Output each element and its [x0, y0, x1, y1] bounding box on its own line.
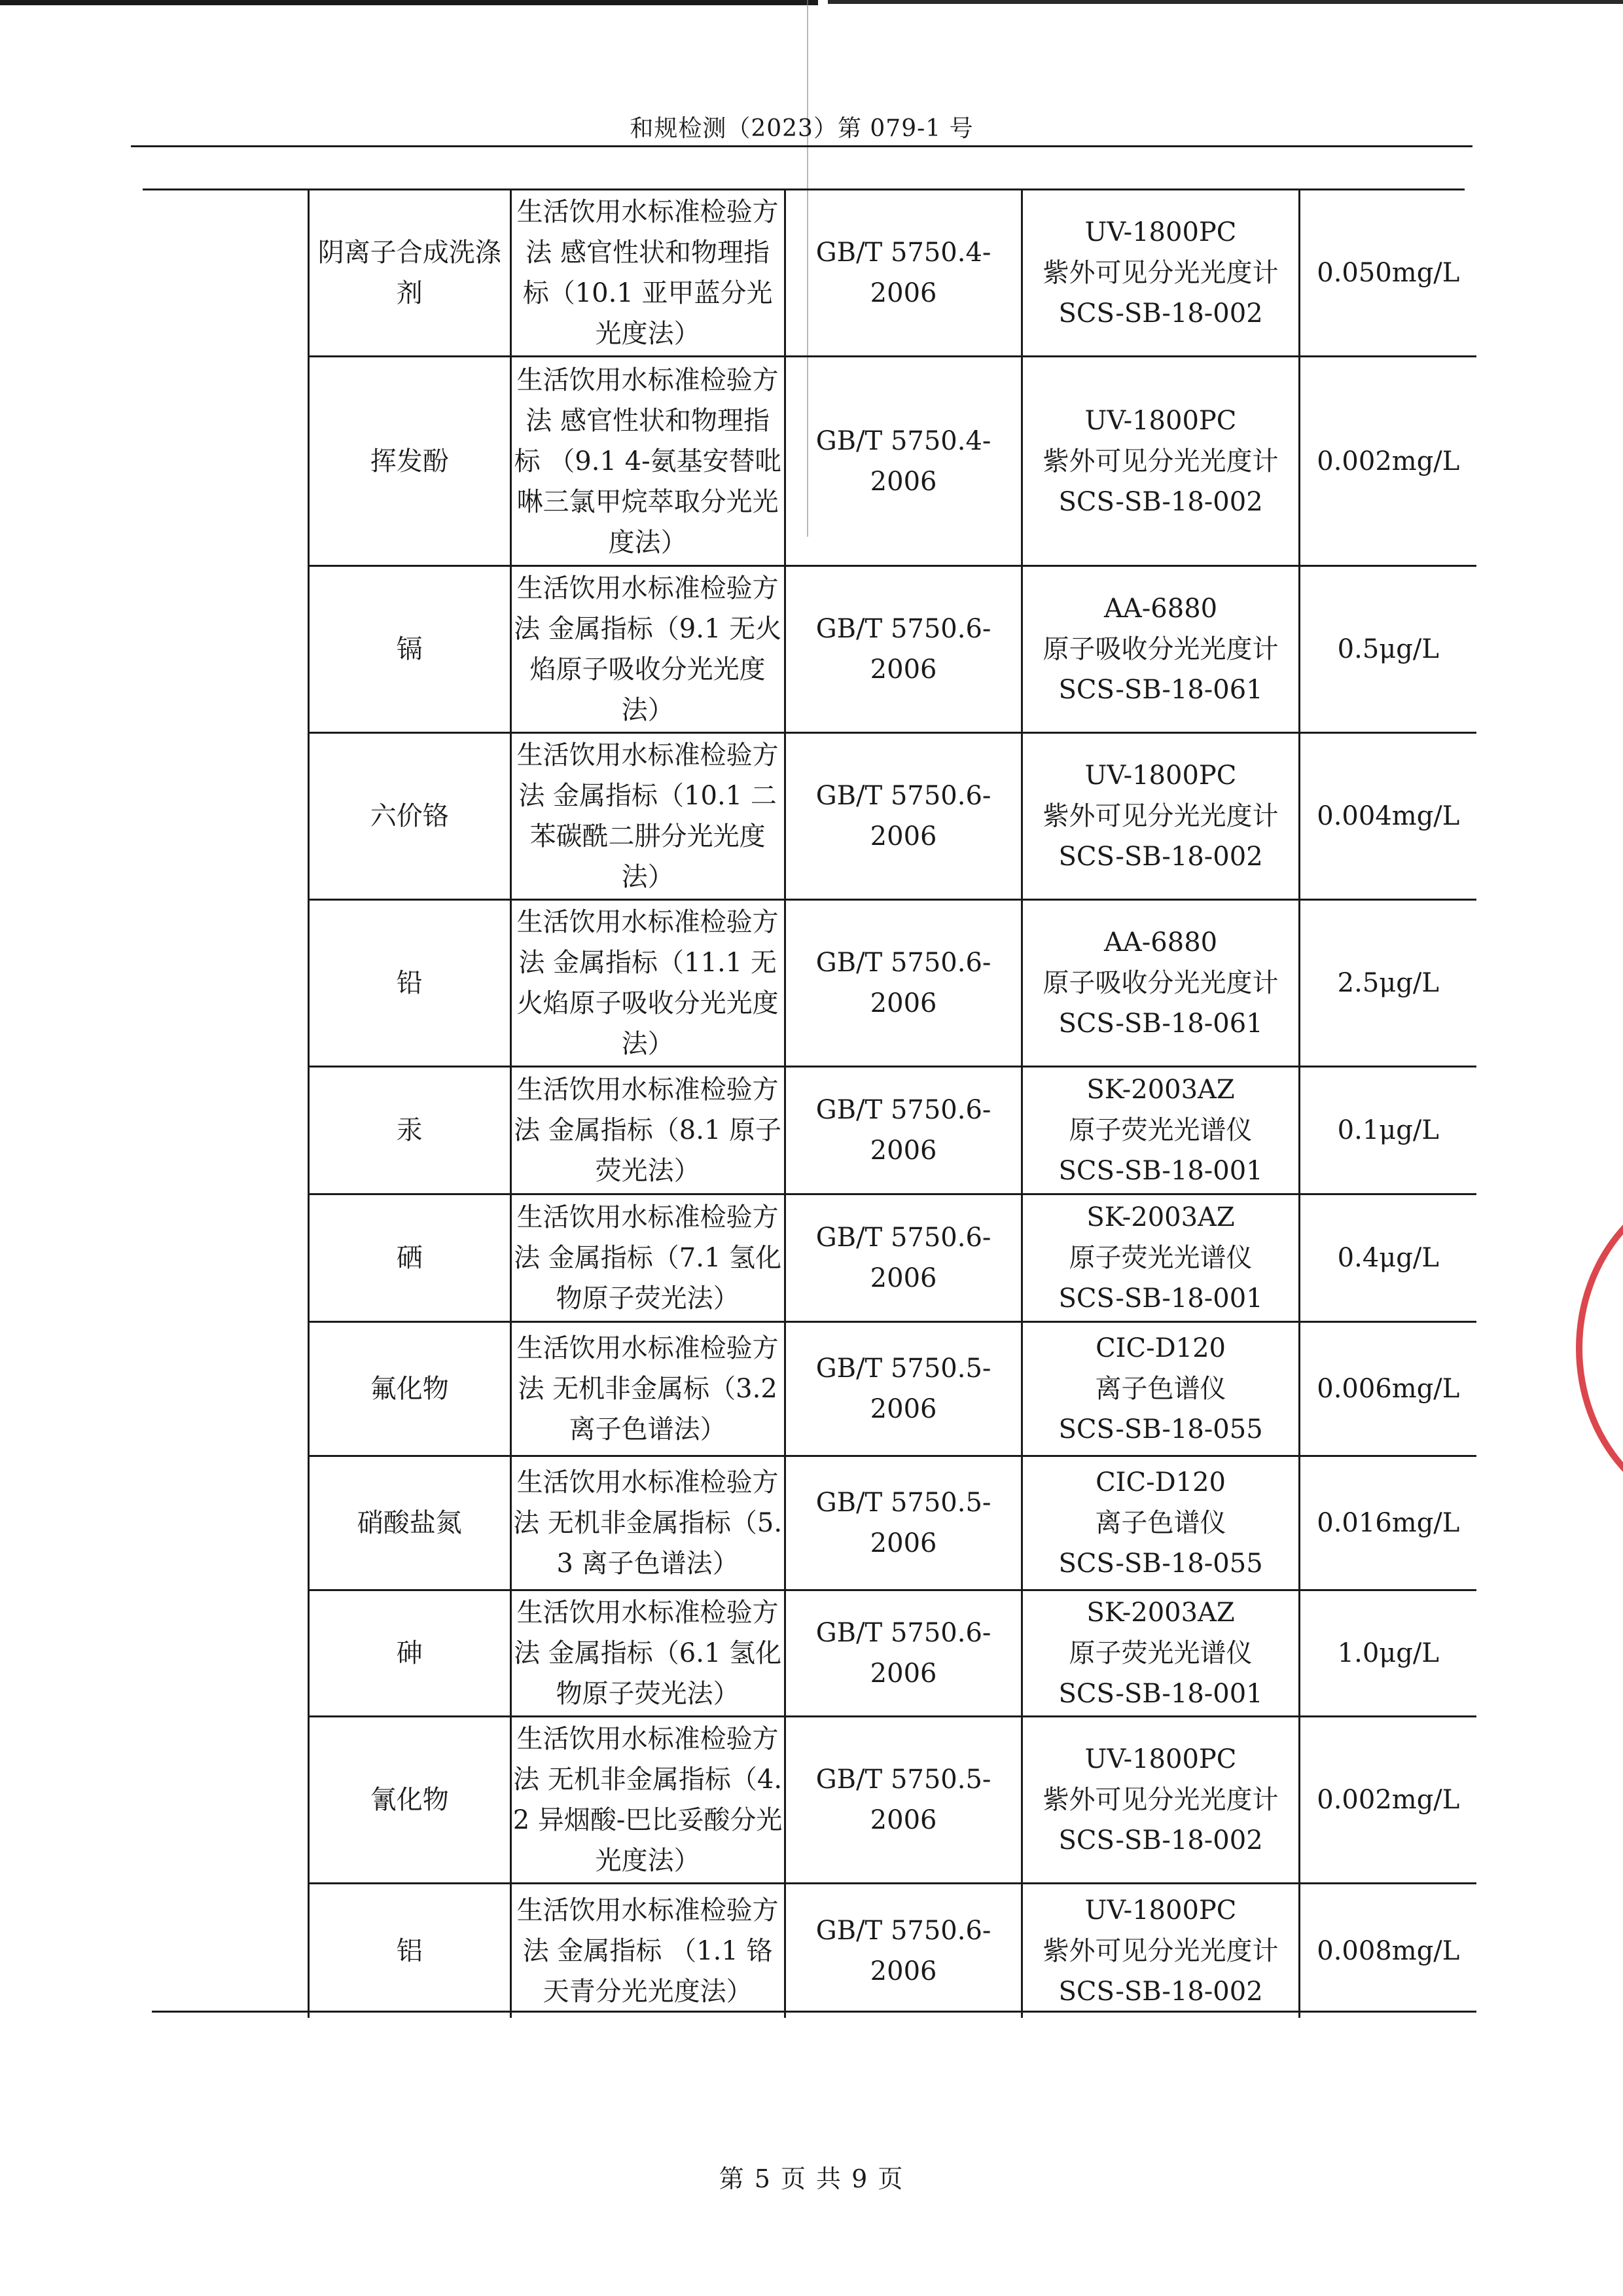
page-number: 第 5 页 共 9 页	[719, 2164, 904, 2193]
instrument-model: UV-1800PC	[1084, 1895, 1237, 1926]
test-method-text: 生活饮用水标准检验方法 无机非金属指标（5.3 离子色谱法）	[513, 1467, 783, 1579]
instrument-id: SCS-SB-18-061	[1058, 1009, 1263, 1039]
instrument-cell	[1022, 733, 1299, 900]
test-item-cell: 铅	[309, 900, 511, 1067]
standard-number-cell: GB/T 5750.6-2006	[785, 1590, 1022, 1717]
instrument-model: SK-2003AZ	[1086, 1075, 1235, 1105]
test-item-cell: 氰化物	[309, 1717, 511, 1884]
instrument-name: 紫外可见分光光度计	[1043, 1785, 1279, 1815]
table-row	[309, 357, 1477, 566]
test-method-cell	[510, 566, 785, 733]
detection-limit-cell: 0.008mg/L	[1299, 1884, 1476, 2018]
standard-number-cell: GB/T 5750.6-2006	[785, 1194, 1022, 1322]
test-item-cell: 硝酸盐氮	[309, 1456, 511, 1590]
standard-number-cell: GB/T 5750.5-2006	[785, 1322, 1022, 1456]
standard-number-cell: GB/T 5750.6-2006	[785, 566, 1022, 733]
table-row	[309, 1590, 1477, 1717]
test-method-text: 生活饮用水标准检验方法 金属指标（9.1 无火焰原子吸收分光光度法）	[514, 573, 782, 725]
instrument-cell	[1022, 1322, 1299, 1456]
instrument-id: SCS-SB-18-055	[1058, 1549, 1263, 1579]
standard-number-cell: GB/T 5750.6-2006	[785, 900, 1022, 1067]
detection-limit-cell: 0.1μg/L	[1299, 1067, 1476, 1194]
instrument-cell	[1022, 1194, 1299, 1322]
instrument-name: 原子荧光光谱仪	[1069, 1243, 1253, 1273]
detection-limit-cell: 0.002mg/L	[1299, 1717, 1476, 1884]
standard-number-cell: GB/T 5750.6-2006	[785, 1884, 1022, 2018]
table-row	[309, 900, 1477, 1067]
instrument-cell	[1022, 1067, 1299, 1194]
test-method-cell	[510, 357, 785, 566]
test-method-text: 生活饮用水标准检验方法 金属指标（8.1 原子荧光法）	[514, 1075, 782, 1186]
test-method-cell	[510, 1194, 785, 1322]
instrument-cell	[1022, 566, 1299, 733]
standard-number-cell: GB/T 5750.4-2006	[785, 190, 1022, 357]
detection-limit-cell: 0.004mg/L	[1299, 733, 1476, 900]
table-row	[309, 1067, 1477, 1194]
detection-limit-cell: 0.016mg/L	[1299, 1456, 1476, 1590]
detection-limit-cell: 2.5μg/L	[1299, 900, 1476, 1067]
test-item-cell: 氟化物	[309, 1322, 511, 1456]
instrument-model: UV-1800PC	[1084, 217, 1237, 247]
table-row	[309, 1884, 1477, 2018]
test-item-cell: 铝	[309, 1884, 511, 2018]
test-method-text: 生活饮用水标准检验方法 无机非金属指标（4.2 异烟酸-巴比妥酸分光光度法）	[512, 1724, 783, 1876]
detection-limit-cell: 0.5μg/L	[1299, 566, 1476, 733]
standard-number-cell: GB/T 5750.5-2006	[785, 1717, 1022, 1884]
table-row	[309, 1717, 1477, 1884]
detection-limit-cell: 0.050mg/L	[1299, 190, 1476, 357]
instrument-id: SCS-SB-18-002	[1058, 842, 1263, 872]
test-method-text: 生活饮用水标准检验方法 感官性状和物理指标（10.1 亚甲蓝分光光度法）	[516, 197, 779, 349]
instrument-id: SCS-SB-18-002	[1058, 1825, 1263, 1856]
test-method-cell	[510, 900, 785, 1067]
test-method-cell	[510, 1884, 785, 2018]
instrument-name: 紫外可见分光光度计	[1043, 258, 1279, 288]
instrument-id: SCS-SB-18-055	[1058, 1414, 1263, 1444]
instrument-name: 紫外可见分光光度计	[1043, 1935, 1279, 1966]
standard-number-cell: GB/T 5750.6-2006	[785, 1067, 1022, 1194]
test-method-text: 生活饮用水标准检验方法 金属指标（6.1 氢化物原子荧光法）	[514, 1598, 782, 1709]
table-body	[309, 190, 1477, 2018]
instrument-id: SCS-SB-18-001	[1058, 1283, 1263, 1314]
test-method-cell	[510, 1067, 785, 1194]
instrument-cell	[1022, 900, 1299, 1067]
instrument-cell	[1022, 1717, 1299, 1884]
detection-limit-cell: 0.4μg/L	[1299, 1194, 1476, 1322]
instrument-cell	[1022, 1884, 1299, 2018]
test-method-text: 生活饮用水标准检验方法 感官性状和物理指标 （9.1 4-氨基安替吡啉三氯甲烷萃取分光光度法）	[514, 365, 781, 558]
instrument-cell	[1022, 1456, 1299, 1590]
test-item-cell: 汞	[309, 1067, 511, 1194]
test-item-cell: 硒	[309, 1194, 511, 1322]
test-item-cell: 挥发酚	[309, 357, 511, 566]
test-method-cell	[510, 1456, 785, 1590]
table-row	[309, 733, 1477, 900]
instrument-model: AA-6880	[1104, 927, 1218, 958]
detection-limit-cell: 0.002mg/L	[1299, 357, 1476, 566]
table-bottom-border	[152, 2011, 1476, 2013]
instrument-model: UV-1800PC	[1084, 761, 1237, 791]
instrument-model: UV-1800PC	[1084, 1744, 1237, 1774]
instrument-model: CIC-D120	[1096, 1467, 1226, 1498]
instrument-name: 原子吸收分光光度计	[1043, 634, 1279, 664]
table-row	[309, 190, 1477, 357]
test-method-text: 生活饮用水标准检验方法 无机非金属标（3.2 离子色谱法）	[516, 1333, 779, 1444]
table-row	[309, 1194, 1477, 1322]
test-method-cell	[510, 1590, 785, 1717]
test-method-cell	[510, 190, 785, 357]
test-item-cell: 镉	[309, 566, 511, 733]
instrument-model: AA-6880	[1104, 594, 1218, 624]
instrument-id: SCS-SB-18-001	[1058, 1156, 1263, 1186]
instrument-name: 离子色谱仪	[1095, 1374, 1226, 1404]
instrument-id: SCS-SB-18-002	[1058, 298, 1263, 329]
detection-limit-cell: 0.006mg/L	[1299, 1322, 1476, 1456]
test-method-text: 生活饮用水标准检验方法 金属指标（7.1 氢化物原子荧光法）	[514, 1202, 782, 1314]
instrument-model: UV-1800PC	[1084, 405, 1237, 436]
table-row	[309, 1456, 1477, 1590]
scan-edge-top-left	[0, 0, 818, 5]
instrument-name: 原子荧光光谱仪	[1069, 1115, 1253, 1145]
instrument-model: CIC-D120	[1096, 1333, 1226, 1363]
instrument-id: SCS-SB-18-002	[1058, 1976, 1263, 2007]
detection-limit-cell: 1.0μg/L	[1299, 1590, 1476, 1717]
table-row	[309, 566, 1477, 733]
test-item-cell: 六价铬	[309, 733, 511, 900]
standard-number-cell: GB/T 5750.6-2006	[785, 733, 1022, 900]
test-method-text: 生活饮用水标准检验方法 金属指标 （1.1 铬天青分光光度法）	[516, 1895, 779, 2007]
header-divider	[131, 145, 1472, 147]
test-method-cell	[510, 1717, 785, 1884]
instrument-name: 紫外可见分光光度计	[1043, 446, 1279, 476]
instrument-cell	[1022, 190, 1299, 357]
test-item-cell: 砷	[309, 1590, 511, 1717]
seal-ring	[1576, 1178, 1623, 1505]
test-item-cell: 阴离子合成洗涤剂	[309, 190, 511, 357]
instrument-name: 紫外可见分光光度计	[1043, 801, 1279, 831]
instrument-name: 原子荧光光谱仪	[1069, 1638, 1253, 1668]
standard-number-cell: GB/T 5750.5-2006	[785, 1456, 1022, 1590]
instrument-name: 离子色谱仪	[1095, 1508, 1226, 1538]
test-method-text: 生活饮用水标准检验方法 金属指标（11.1 无火焰原子吸收分光光度法）	[516, 907, 779, 1059]
instrument-name: 原子吸收分光光度计	[1043, 968, 1279, 998]
instrument-id: SCS-SB-18-001	[1058, 1679, 1263, 1709]
instrument-id: SCS-SB-18-061	[1058, 675, 1263, 705]
test-method-table	[308, 190, 1476, 2018]
instrument-model: SK-2003AZ	[1086, 1598, 1235, 1628]
test-method-text: 生活饮用水标准检验方法 金属指标（10.1 二苯碳酰二肼分光光度法）	[516, 740, 779, 892]
instrument-cell	[1022, 357, 1299, 566]
instrument-model: SK-2003AZ	[1086, 1202, 1235, 1232]
standard-number-cell: GB/T 5750.4-2006	[785, 357, 1022, 566]
test-method-cell	[510, 733, 785, 900]
test-method-cell	[510, 1322, 785, 1456]
scan-edge-top-right	[828, 0, 1623, 4]
document-number: 和规检测（2023）第 079-1 号	[630, 115, 974, 142]
official-seal-stamp	[1576, 1178, 1623, 1505]
instrument-cell	[1022, 1590, 1299, 1717]
instrument-id: SCS-SB-18-002	[1058, 486, 1263, 517]
table-row	[309, 1322, 1477, 1456]
